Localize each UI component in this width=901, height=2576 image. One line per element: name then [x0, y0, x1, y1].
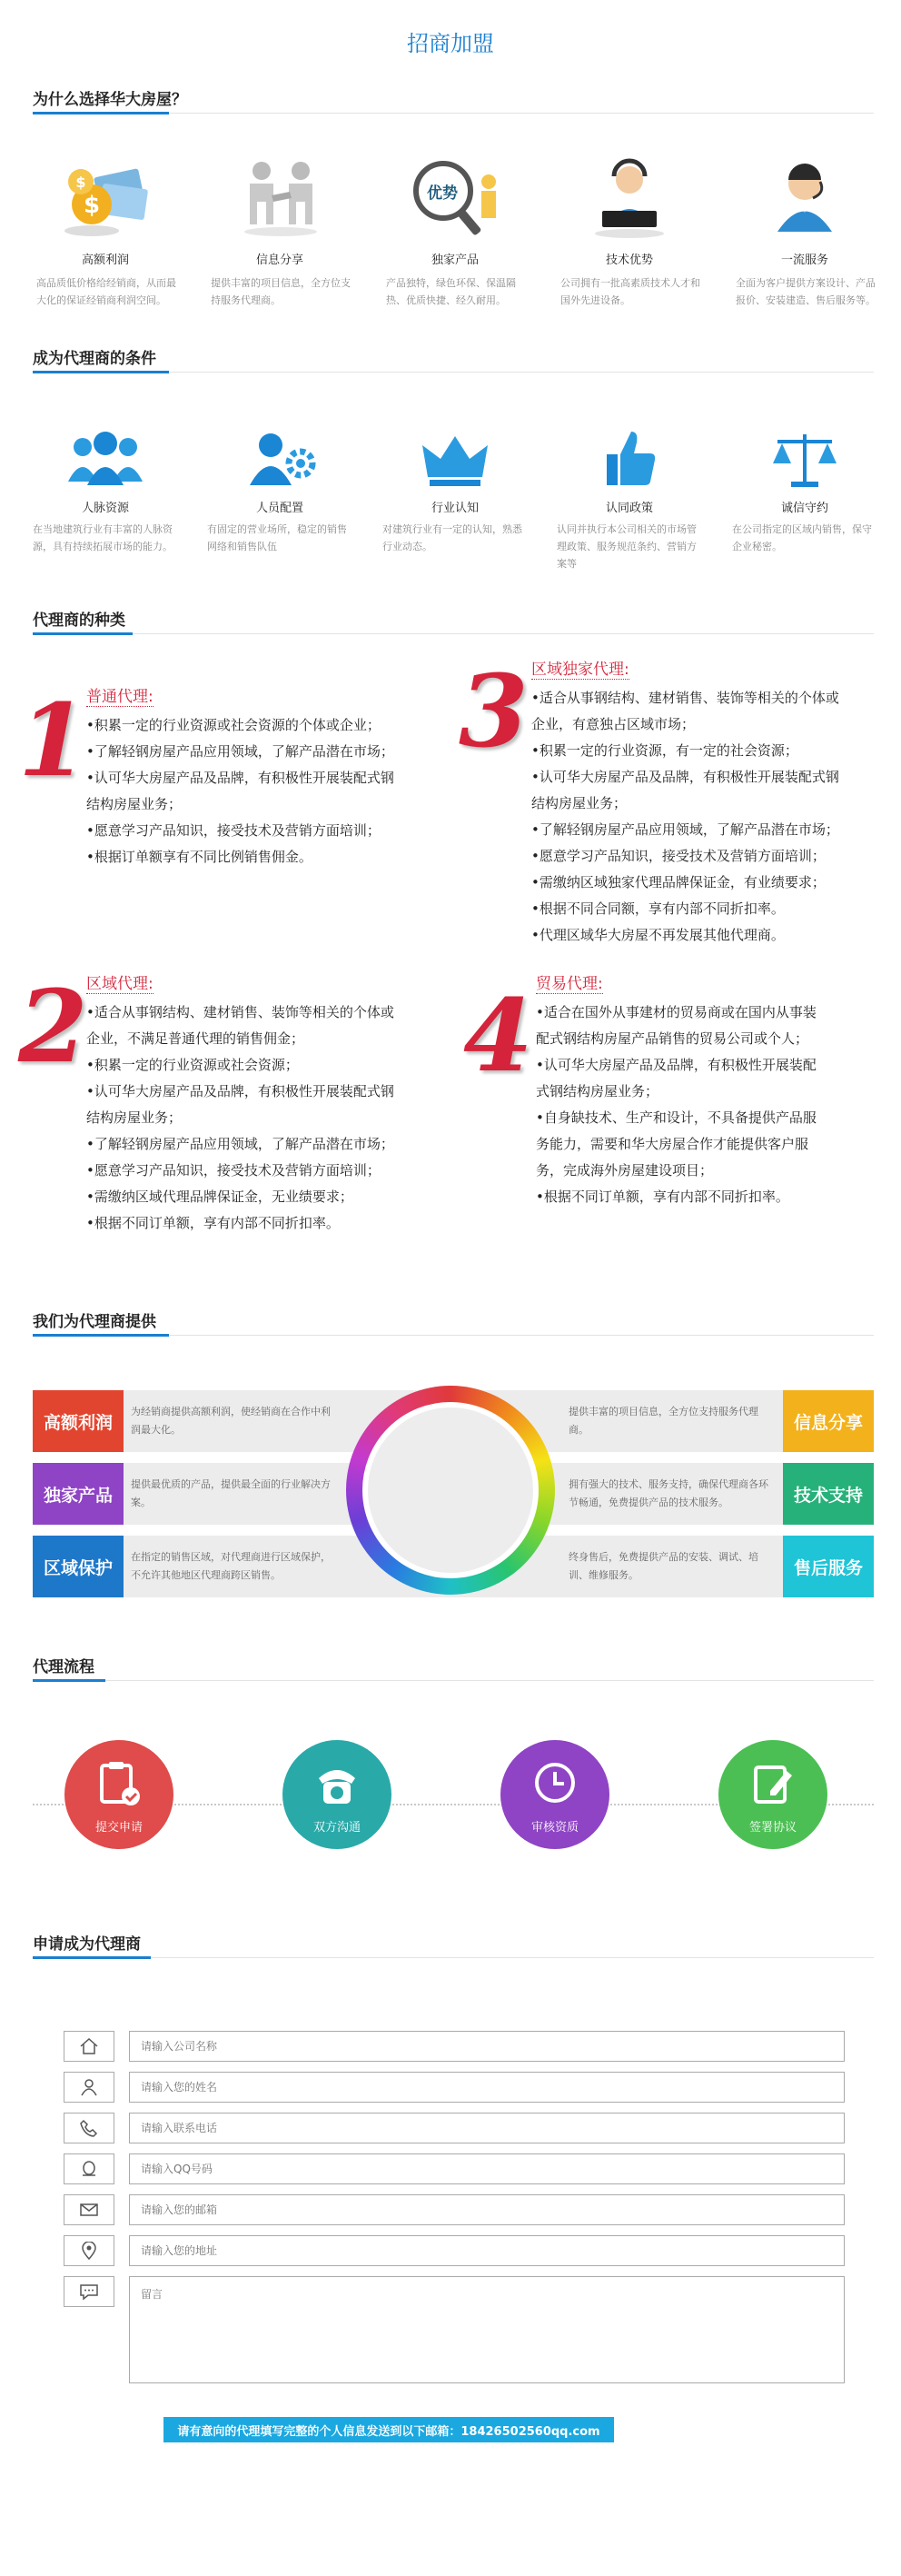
type-block-exclusive: 区域独家代理: •适合从事钢结构、建材销售、装饰等相关的个体或 企业，有意独占区域市场； •积累一定的行业资源，有一定的社会资源； •认可华大房屋产品及品牌，有积极性开展装配式钢 结构房屋业务； •了解轻钢房屋产品应用领域，了解产品潜在市场； •愿意学习产品知识，接受技术及营销方面培训； •需缴纳区域独家代理品牌保证金，有业绩要求； •根据不同合同额，享有内部不同折扣率。 •代理区域华大房屋不再发展其他代理商。 [531, 656, 901, 949]
section-types-title: 代理商的种类 [33, 612, 125, 630]
why-item-profit: $ $ 高额利润 高品质低价格给经销商，从而最大化的保证经销商利润空间。 [33, 154, 178, 309]
process-step-apply: 提交申请 [64, 1740, 173, 1849]
type-block-trade: 贸易代理: •适合在国外从事建材的贸易商或在国内从事装 配式钢结构房屋产品销售的贸易公司或个人； •认可华大房屋产品及品牌，有积极性开展装配 式钢结构房屋业务； •自身缺技术、生产和设计，不具备提供产品服 务能力，需要和华大房屋合作才能提供客户服 务，完成海外房屋建设项目； •根据不同订单额，享有内部不同折扣率。 [536, 970, 901, 1210]
why-item-tech: 技术优势 公司拥有一批高素质技术人才和国外先进设备。 [557, 154, 702, 309]
chat-bubble-icon [64, 2276, 114, 2307]
section-types-header [33, 607, 874, 634]
provide-tag-profit: 高额利润 [33, 1390, 124, 1452]
clock-icon [532, 1760, 578, 1810]
telephone-icon [314, 1760, 360, 1810]
people-group-icon [55, 427, 155, 491]
section-process-header [33, 1654, 874, 1681]
condition-item-policy: 认同政策 认同并执行本公司相关的市场管理政策、服务规范条约、营销方案等 [557, 427, 702, 572]
process-steps [33, 1740, 874, 1867]
condition-item-knowledge: 行业认知 对建筑行业有一定的认知，熟悉行业动态。 [382, 427, 528, 555]
section-apply-header [33, 1931, 874, 1958]
section-apply-title: 申请成为代理商 [33, 1935, 141, 1954]
type-title-exclusive: 区域独家代理: [531, 656, 629, 680]
svg-text:$: $ [83, 192, 101, 219]
section-conditions-title: 成为代理商的条件 [33, 350, 156, 368]
form-row-name [64, 2072, 845, 2103]
provide-tag-info: 信息分享 [783, 1390, 874, 1452]
why-item-product: 优势 独家产品 产品独特，绿色环保、保温隔热、优质快捷、经久耐用。 [382, 154, 528, 309]
person-icon [64, 2072, 114, 2103]
name-input[interactable] [129, 2072, 845, 2103]
clipboard-check-icon [96, 1760, 142, 1810]
form-row-qq [64, 2153, 845, 2184]
type-title-ordinary: 普通代理: [86, 683, 153, 707]
provide-tag-aftersales: 售后服务 [783, 1536, 874, 1597]
form-row-address [64, 2235, 845, 2266]
provide-tag-protection: 区域保护 [33, 1536, 124, 1597]
section-why-header [33, 86, 874, 114]
color-ring [346, 1386, 555, 1595]
section-process-title: 代理流程 [33, 1658, 94, 1676]
type-block-ordinary: 普通代理: •积累一定的行业资源或社会资源的个体或企业； •了解轻钢房屋产品应用领域，了解产品潜在市场； •认可华大房屋产品及品牌，有积极性开展装配式钢 结构房屋业务； •愿意学习产品知识，接受技术及营销方面培训； •根据订单额享有不同比例销售佣金。 [86, 683, 468, 870]
provide-tag-product: 独家产品 [33, 1463, 124, 1525]
house-icon [64, 2031, 114, 2062]
condition-item-staff: 人员配置 有固定的营业场所，稳定的销售网络和销售队伍 [207, 427, 352, 555]
type-title-trade: 贸易代理: [536, 970, 603, 994]
handshake-icon [230, 154, 330, 241]
form-row-message [64, 2276, 845, 2383]
conditions-list [33, 427, 874, 591]
type-title-regional: 区域代理: [86, 970, 153, 994]
type-number-1: 1 [18, 681, 88, 799]
qq-input[interactable] [129, 2153, 845, 2184]
address-input[interactable] [129, 2235, 845, 2266]
condition-item-network: 人脉资源 在当地建筑行业有丰富的人脉资源，具有持续拓展市场的能力。 [33, 427, 178, 555]
crown-icon [405, 427, 505, 491]
customer-service-icon [755, 154, 855, 241]
staff-gear-icon [230, 427, 330, 491]
phone-input[interactable] [129, 2113, 845, 2143]
process-step-communicate: 双方沟通 [282, 1740, 391, 1849]
page-title: 招商加盟 [407, 31, 494, 56]
map-pin-icon [64, 2235, 114, 2266]
form-row-email [64, 2194, 845, 2225]
money-icon [55, 154, 155, 241]
provide-panel: 高额利润 为经销商提供高额利润，使经销商在合作中利润最大化。 独家产品 提供最优质的产品，提供最全面的行业解决方案。 区域保护 在指定的销售区域，对代理商进行区域保护，不允许其他地区代理商跨区销售。 提供丰富的项目信息，全方位支持服务代理商。 信息分享 拥有强大的技术、服务支持，确保代理商各环节畅通，免费提供产品的技术服务。 技术支持 终身售后，免费提供产品的安装、调试、培训、维修服务。 售后服务 [33, 1390, 874, 1608]
form-row-phone [64, 2113, 845, 2143]
type-number-3: 3 [459, 652, 529, 770]
qq-penguin-icon [64, 2153, 114, 2184]
form-row-company [64, 2031, 845, 2062]
section-provide-header [33, 1308, 874, 1336]
advantage-magnifier-icon: 优势 [405, 154, 505, 241]
type-number-4: 4 [463, 977, 533, 1094]
mail-icon [64, 2194, 114, 2225]
company-name-input[interactable] [129, 2031, 845, 2062]
condition-item-integrity: 诚信守约 在公司指定的区域内销售，保守企业秘密。 [732, 427, 877, 555]
technician-icon [579, 154, 679, 241]
why-list [33, 154, 874, 345]
phone-icon [64, 2113, 114, 2143]
type-block-regional: 区域代理: •适合从事钢结构、建材销售、装饰等相关的个体或 企业，不满足普通代理的销售佣金； •积累一定的行业资源或社会资源； •认可华大房屋产品及品牌，有积极性开展装配式钢 结构房屋业务； •了解轻钢房屋产品应用领域，了解产品潜在市场； •愿意学习产品知识，接受技术及营销方面培训； •需缴纳区域代理品牌保证金，无业绩要求； •根据不同订单额，享有内部不同折扣率。 [86, 970, 468, 1237]
why-item-info: 信息分享 提供丰富的项目信息，全方位支持服务代理商。 [207, 154, 352, 309]
section-provide-title: 我们为代理商提供 [33, 1313, 156, 1331]
provide-tag-tech: 技术支持 [783, 1463, 874, 1525]
email-input[interactable] [129, 2194, 845, 2225]
process-step-sign: 签署协议 [718, 1740, 827, 1849]
message-textarea[interactable] [129, 2276, 845, 2383]
section-conditions-header [33, 345, 874, 373]
type-number-2: 2 [18, 968, 88, 1085]
email-notice-bar: 请有意向的代理填写完整的个人信息发送到以下邮箱：18426502560qq.com [163, 2417, 614, 2442]
section-why-title: 为什么选择华大房屋？ [33, 91, 187, 109]
pen-document-icon [750, 1760, 796, 1810]
why-item-service: 一流服务 全面为客户提供方案设计、产品报价、安装建造、售后服务等。 [732, 154, 877, 309]
process-step-review: 审核资质 [500, 1740, 609, 1849]
thumbs-up-icon [579, 427, 679, 491]
svg-text:$: $ [75, 174, 86, 191]
scales-icon [755, 427, 855, 491]
